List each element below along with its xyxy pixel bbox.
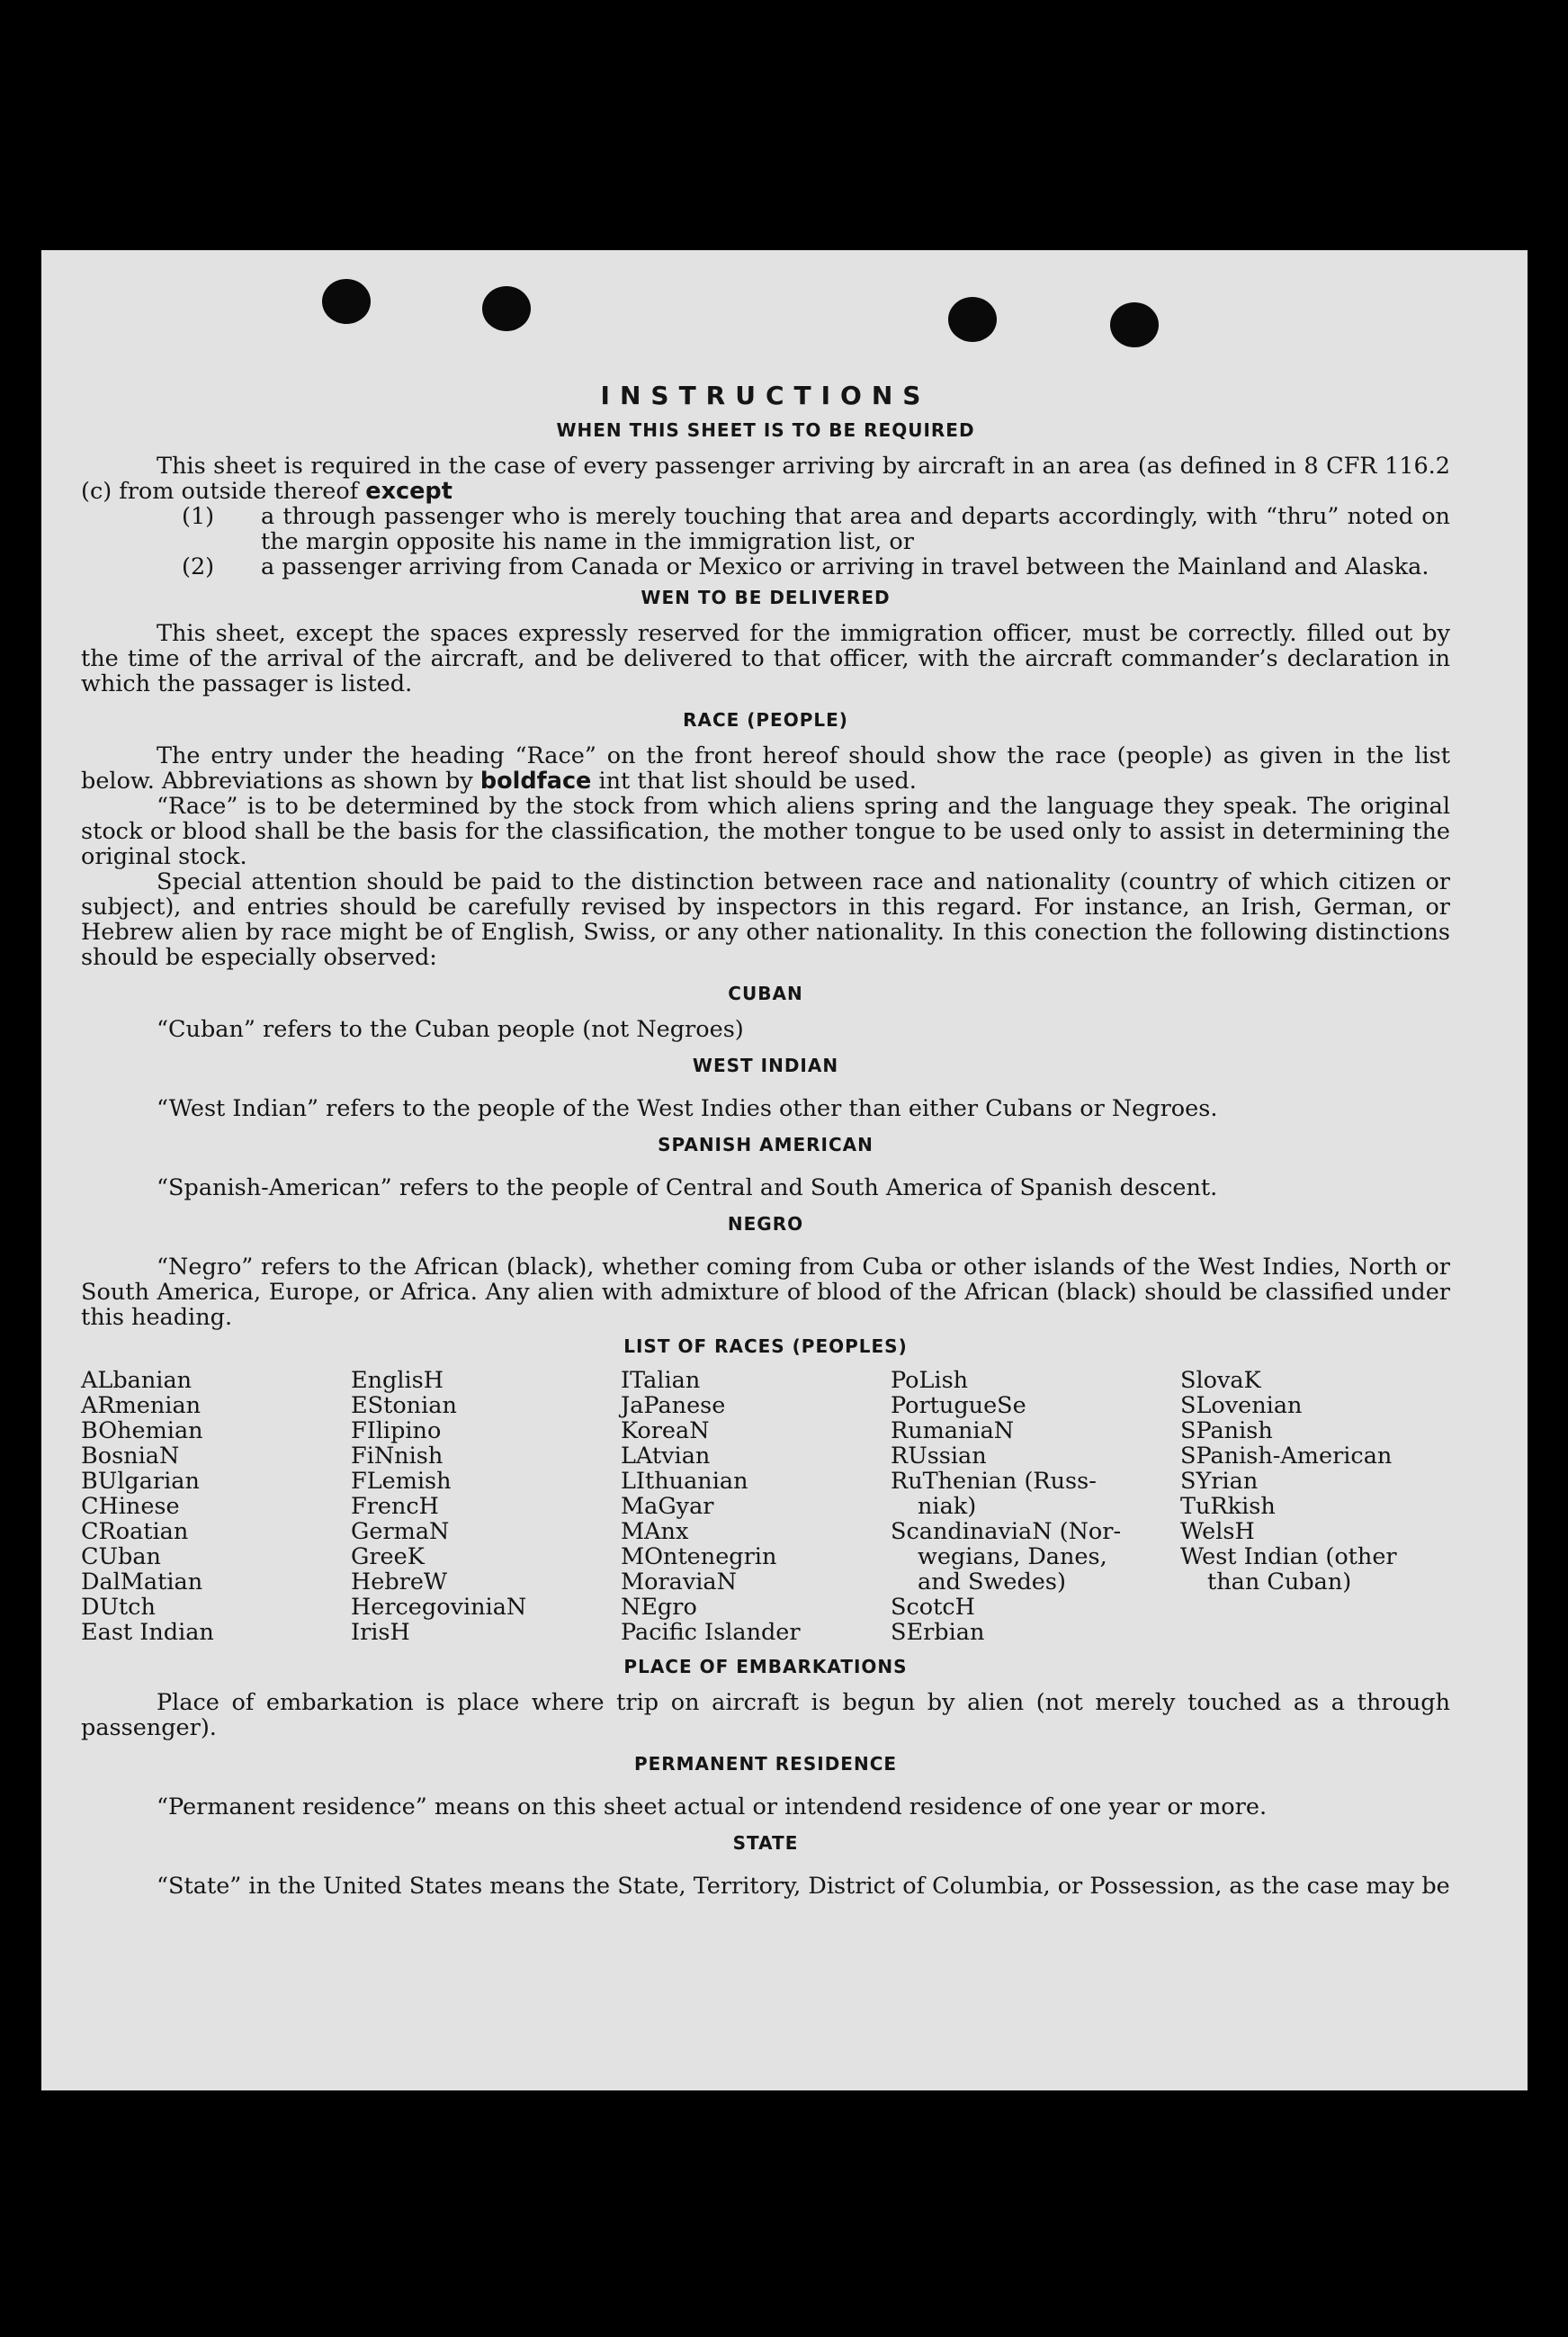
race-entry: ScandinaviaN (Nor- [891,1518,1122,1545]
race-entry: ITalian [621,1367,701,1394]
embarkation-text: Place of embarkation is place where trip on aircraft is begun by alien (not merely touched as a through passenger). [81,1689,1450,1741]
race-entry: West Indian (other [1180,1543,1397,1570]
west-indian-text: “West Indian” refers to the people of the West Indies other than either Cubans or Negroes. [157,1095,1218,1122]
race-column [1180,1368,1450,1645]
race-p1-before: The entry under the heading “Race” on the front hereof should show the race (people) as given in the list below. Abbreviations as shown by [81,742,1450,795]
race-entry: GreeK [351,1543,425,1570]
boldface-word: boldface [479,768,592,795]
race-entry: RUssian [891,1443,987,1470]
exception-item [182,554,1450,580]
race-entry: BosniaN [81,1443,180,1470]
race-entry: MoraviaN [621,1568,737,1595]
spanish-american-text: “Spanish-American” refers to the people of Central and South America of Spanish descent. [157,1174,1218,1201]
race-entry: FrencH [351,1493,439,1520]
except-word: except [365,478,452,505]
race-entry: wegians, Danes, [918,1543,1107,1570]
page-title: INSTRUCTIONS [600,381,931,410]
race-entry: and Swedes) [918,1568,1066,1595]
cuban-text: “Cuban” refers to the Cuban people (not Negroes) [157,1016,744,1043]
exception-text: a through passenger who is merely touching that area and departs accordingly, with “thru” noted on the margin opposite his name in the immigration list, or [261,503,1450,555]
exception-text: a passenger arriving from Canada or Mexico or arriving in travel between the Mainland and Alaska. [261,553,1429,580]
race-list [81,1368,1450,1645]
exception-number: (2) [182,553,215,580]
race-entry: niak) [918,1493,977,1520]
race-entry: ARmenian [81,1392,202,1419]
section-heading-negro: NEGRO [727,1213,804,1235]
race-entry: CHinese [81,1493,180,1520]
race-entry: WelsH [1180,1518,1255,1545]
race-entry: FLemish [351,1468,452,1495]
race-entry: LAtvian [621,1443,711,1470]
delivered-text: This sheet, except the spaces expressly reserved for the immigration officer, must be correctly. filled out by the time of the arrival of the aircraft, and be delivered to that officer, with the aircraft commander’s declaration in which the passager is listed. [81,620,1450,697]
race-entry: MAnx [621,1518,689,1545]
race-entry: than Cuban) [1207,1568,1352,1595]
section-heading-state: STATE [732,1832,799,1854]
race-entry: SErbian [891,1619,985,1646]
race-column [351,1368,621,1645]
race-entry: EStonian [351,1392,457,1419]
race-entry: BOhemian [81,1417,203,1444]
race-column [891,1368,1180,1645]
race-entry: PoLish [891,1367,969,1394]
race-entry: NEgro [621,1594,697,1621]
required-intro [81,454,1450,504]
race-entry: GermaN [351,1518,450,1545]
race-entry: MaGyar [621,1493,714,1520]
race-entry: HebreW [351,1568,448,1595]
section-heading-list-of-races: LIST OF RACES (PEOPLES) [623,1335,908,1357]
race-entry: IrisH [351,1619,410,1646]
exception-number: (1) [182,503,215,530]
negro-text: “Negro” refers to the African (black), whether coming from Cuba or other islands of the West Indies, North or South America, Europe, or Africa. Any alien with admixture of blood of the African (black) should be classified under this heading. [81,1254,1450,1331]
state-text: “State” in the United States means the State, Territory, District of Columbia, or Possession, as the case may be [157,1873,1450,1900]
race-entry: RumaniaN [891,1417,1015,1444]
race-entry: PortugueSe [891,1392,1026,1419]
race-entry: EnglisH [351,1367,444,1394]
section-heading-embarkation: PLACE OF EMBARKATIONS [623,1656,908,1677]
race-entry: TuRkish [1180,1493,1276,1520]
punch-hole [1110,302,1159,347]
race-entry: CUban [81,1543,161,1570]
race-entry: ALbanian [81,1367,193,1394]
punch-hole [948,297,997,342]
race-entry: KoreaN [621,1417,710,1444]
section-heading-west-indian: WEST INDIAN [692,1055,839,1076]
punch-hole [482,286,531,331]
race-entry: SLovenian [1180,1392,1303,1419]
race-entry: LIthuanian [621,1468,748,1495]
section-heading-spanish-american: SPANISH AMERICAN [658,1134,874,1155]
race-entry: RuThenian (Russ- [891,1468,1097,1495]
race-entry: Pacific Islander [621,1619,801,1646]
race-entry: CRoatian [81,1518,189,1545]
race-column [621,1368,891,1645]
race-entry: DalMatian [81,1568,203,1595]
race-entry: SYrian [1180,1468,1259,1495]
race-entry: BUlgarian [81,1468,200,1495]
race-entry: ScotcH [891,1594,975,1621]
race-column [81,1368,351,1645]
race-entry: East Indian [81,1619,214,1646]
race-paragraph-3: Special attention should be paid to the distinction between race and nationality (country of which citizen or subject), and entries should be carefully revised by inspectors in this regard. For instance, an Irish, German, or Hebrew alien by race might be of English, Swiss, or any other nationality. In this conection the following distinctions should be especially observed: [81,868,1450,971]
race-entry: MOntenegrin [621,1543,777,1570]
punch-hole [322,279,371,324]
race-entry: SPanish-American [1180,1443,1393,1470]
race-entry: SPanish [1180,1417,1273,1444]
exception-item [182,504,1450,554]
instructions-content [81,381,1450,1899]
section-heading-delivered: WEN TO BE DELIVERED [641,587,891,608]
race-entry: SlovaK [1180,1367,1261,1394]
race-entry: HercegoviniaN [351,1594,527,1621]
section-heading-required: WHEN THIS SHEET IS TO BE REQUIRED [556,419,975,441]
section-heading-race: RACE (PEOPLE) [683,709,848,731]
required-intro-text: This sheet is required in the case of every passenger arriving by aircraft in an area (as defined in 8 CFR 116.2 (c) from outside thereof [81,453,1450,505]
race-paragraph-1 [81,743,1450,794]
race-entry: FiNnish [351,1443,444,1470]
race-p1-after: int that list should be used. [598,768,917,795]
residence-text: “Permanent residence” means on this sheet actual or intendend residence of one year or more. [157,1793,1268,1820]
race-entry: JaPanese [621,1392,726,1419]
section-heading-residence: PERMANENT RESIDENCE [633,1753,898,1775]
section-heading-cuban: CUBAN [728,983,803,1004]
document-sheet [41,250,1528,2090]
race-paragraph-2: “Race” is to be determined by the stock from which aliens spring and the language they speak. The original stock or blood shall be the basis for the classification, the mother tongue to be used only to assist in determining the original stock. [81,793,1450,870]
race-entry: FIlipino [351,1417,442,1444]
race-entry: DUtch [81,1594,156,1621]
